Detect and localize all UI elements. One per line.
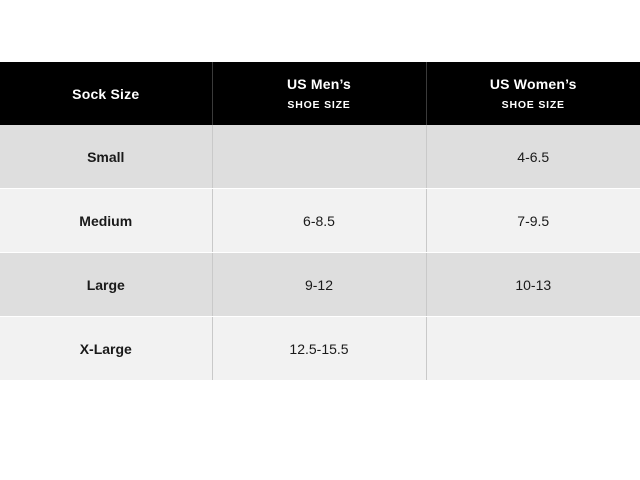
table-row [0, 189, 640, 253]
column-header-sock-size-title: Sock Size [72, 85, 140, 102]
cell-mens-size: 6-8.5 [212, 189, 426, 253]
column-header-sock-size [0, 62, 212, 125]
cell-mens-size: 9-12 [212, 253, 426, 317]
cell-womens-size [426, 317, 640, 381]
cell-womens-size: 7-9.5 [426, 189, 640, 253]
table-row [0, 253, 640, 317]
cell-mens-size: 12.5-15.5 [212, 317, 426, 381]
sock-size-table [0, 62, 640, 381]
column-header-us-womens-subtitle: SHOE SIZE [501, 98, 565, 111]
column-header-us-mens [212, 62, 426, 125]
table-body [0, 125, 640, 381]
table-row [0, 317, 640, 381]
cell-sock-size: Small [0, 125, 212, 189]
column-header-us-mens-subtitle: SHOE SIZE [287, 98, 351, 111]
size-chart-container [0, 62, 640, 381]
cell-sock-size: Medium [0, 189, 212, 253]
cell-sock-size: X-Large [0, 317, 212, 381]
column-header-us-womens-title: US Women’s [489, 75, 577, 92]
table-row [0, 125, 640, 189]
column-header-us-womens [426, 62, 640, 125]
cell-womens-size: 10-13 [426, 253, 640, 317]
table-header [0, 62, 640, 125]
cell-mens-size [212, 125, 426, 189]
cell-womens-size: 4-6.5 [426, 125, 640, 189]
table-header-row [0, 62, 640, 125]
bottom-whitespace [0, 440, 640, 480]
top-whitespace [0, 0, 640, 62]
cell-sock-size: Large [0, 253, 212, 317]
column-header-us-mens-title: US Men’s [286, 75, 352, 92]
